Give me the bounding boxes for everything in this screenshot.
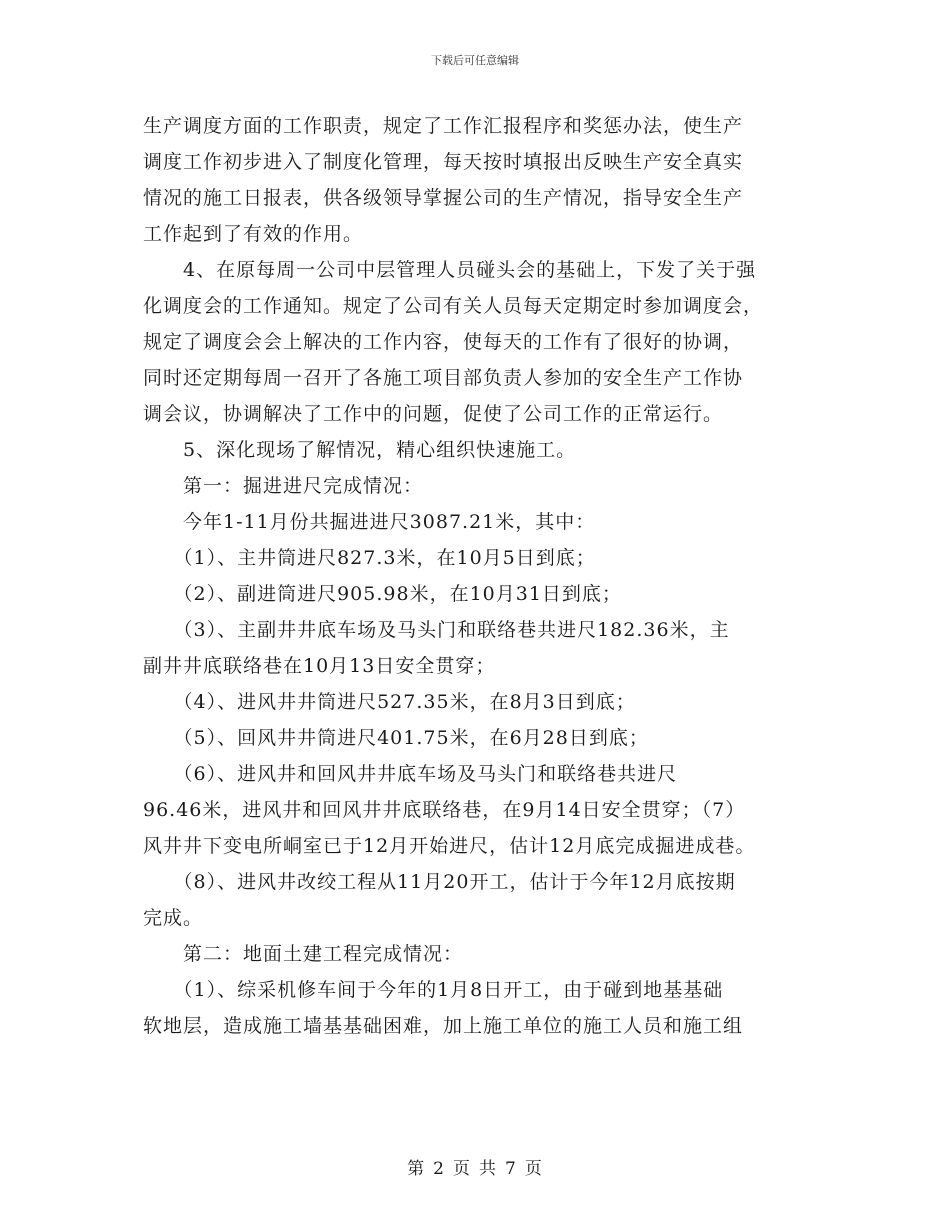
page-label-mid: 页 <box>453 1159 471 1179</box>
text-line: 第二：地面土建工程完成情况： <box>143 943 464 965</box>
text-line: （6）、进风井和回风井井底车场及马头门和联络巷共进尺 <box>143 763 678 785</box>
page-label-suffix: 页 <box>524 1159 543 1179</box>
page-header: 下载后可任意编辑 <box>431 54 519 67</box>
text-line: 96.46米，进风井和回风井井底联络巷，在9月14日安全贯穿；（7） <box>143 799 746 821</box>
page-footer <box>0 1154 950 1179</box>
body-text <box>143 108 813 1044</box>
text-line: 同时还定期每周一召开了各施工项目部负责人参加的安全生产工作协 <box>143 367 744 389</box>
current-page-number: 2 <box>433 1159 445 1179</box>
text-line: （5）、回风井井筒进尺401.75米，在6月28日到底； <box>143 727 649 749</box>
text-line: 生产调度方面的工作职责，规定了工作汇报程序和奖惩办法，使生产 <box>143 115 744 137</box>
text-line: 5、深化现场了解情况，精心组织快速施工。 <box>143 439 577 461</box>
text-line: 4、在原每周一公司中层管理人员碰头会的基础上，下发了关于强 <box>143 259 757 281</box>
text-line: 软地层，造成施工墙基基础困难，加上施工单位的施工人员和施工组 <box>143 1015 744 1037</box>
document-body <box>143 108 813 1044</box>
text-line: 第一：掘进进尺完成情况： <box>143 475 424 497</box>
text-line: 风井井下变电所峒室已于12月开始进尺，估计12月底完成掘进成巷。 <box>143 835 756 857</box>
total-pages-number: 7 <box>505 1159 517 1179</box>
text-line: （8）、进风井改绞工程从11月20开工，估计于今年12月底按期 <box>143 871 736 893</box>
text-line: 副井井底联络巷在10月13日安全贯穿； <box>143 655 496 677</box>
text-line: 化调度会的工作通知。规定了公司有关人员每天定期定时参加调度会， <box>143 295 764 317</box>
page-label-prefix: 第 <box>407 1159 426 1179</box>
text-line: 情况的施工日报表，供各级领导掌握公司的生产情况，指导安全生产 <box>143 187 744 209</box>
text-line: （4）、进风井井筒进尺527.35米，在8月3日到底； <box>143 691 636 713</box>
text-line: （2）、副进筒进尺905.98米，在10月31日到底； <box>143 583 622 605</box>
text-line: 调会议，协调解决了工作中的问题，促使了公司工作的正常运行。 <box>143 403 724 425</box>
text-line: 规定了调度会会上解决的工作内容，使每天的工作有了很好的协调， <box>143 331 744 353</box>
text-line: 今年1-11月份共掘进进尺3087.21米，其中： <box>143 511 596 533</box>
text-line: （1）、综采机修车间于今年的1月8日开工，由于碰到地基基础 <box>143 979 724 1001</box>
total-label: 共 <box>479 1159 497 1179</box>
text-line: （1）、主井筒进尺827.3米，在10月5日到底； <box>143 547 596 569</box>
text-line: 完成。 <box>143 907 204 929</box>
text-line: 调度工作初步进入了制度化管理，每天按时填报出反映生产安全真实 <box>143 151 744 173</box>
text-line: 工作起到了有效的作用。 <box>143 223 364 245</box>
text-line: （3）、主副井井底车场及马头门和联络巷共进尺182.36米，主 <box>143 619 730 641</box>
